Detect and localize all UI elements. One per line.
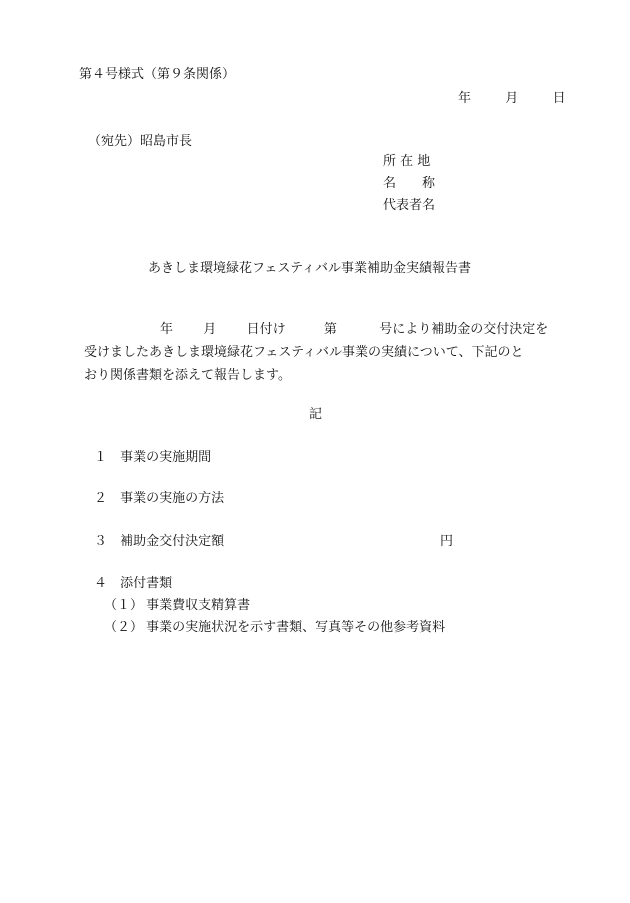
item-4 — [94, 577, 172, 590]
document-title: あきしま環境緑花フェスティバル事業補助金実績報告書 — [148, 261, 472, 276]
item-number: １ — [94, 450, 108, 465]
address-label: 所 在 地 — [383, 154, 431, 169]
addressee: （宛先）昭島市長 — [88, 134, 193, 149]
date-line — [458, 92, 566, 105]
item-label: 事業の実施の方法 — [120, 491, 225, 506]
body-line-1 — [160, 323, 548, 336]
form-id: 第４号様式（第９条関係） — [79, 67, 236, 82]
ki-heading: 記 — [309, 407, 323, 422]
item-number: ２ — [94, 491, 108, 506]
body-line-2: 受けましたあきしま環境緑花フェスティバル事業の実績について、下記のと — [84, 345, 524, 360]
item-label: 事業の実施期間 — [120, 450, 212, 465]
attachment-1 — [104, 599, 250, 612]
attachment-number: （２） — [104, 620, 144, 635]
item-1 — [94, 451, 211, 464]
body-line-3: おり関係書類を添えて報告します。 — [84, 368, 291, 383]
attachment-number: （１） — [104, 598, 144, 613]
attachment-2 — [104, 621, 445, 634]
amount-unit: 円 — [440, 534, 454, 549]
name-label: 名 称 — [383, 176, 436, 191]
body-month: 月 — [203, 322, 217, 337]
date-year: 年 — [458, 91, 472, 106]
item-number: ３ — [94, 534, 108, 549]
item-2 — [94, 492, 224, 505]
attachment-label: 事業費収支精算書 — [146, 598, 251, 613]
item-3 — [94, 535, 224, 548]
item-number: ４ — [94, 576, 108, 591]
item-label: 添付書類 — [120, 576, 173, 591]
attachment-label: 事業の実施状況を示す書類、写真等その他参考資料 — [146, 620, 446, 635]
body-dai: 第 — [323, 322, 337, 337]
date-day: 日 — [552, 91, 566, 106]
representative-label: 代表者名 — [383, 198, 436, 213]
body-rest: 号により補助金の交付決定を — [379, 322, 549, 337]
body-day: 日付け — [246, 322, 286, 337]
body-year: 年 — [160, 322, 174, 337]
item-label: 補助金交付決定額 — [120, 534, 225, 549]
date-month: 月 — [505, 91, 519, 106]
